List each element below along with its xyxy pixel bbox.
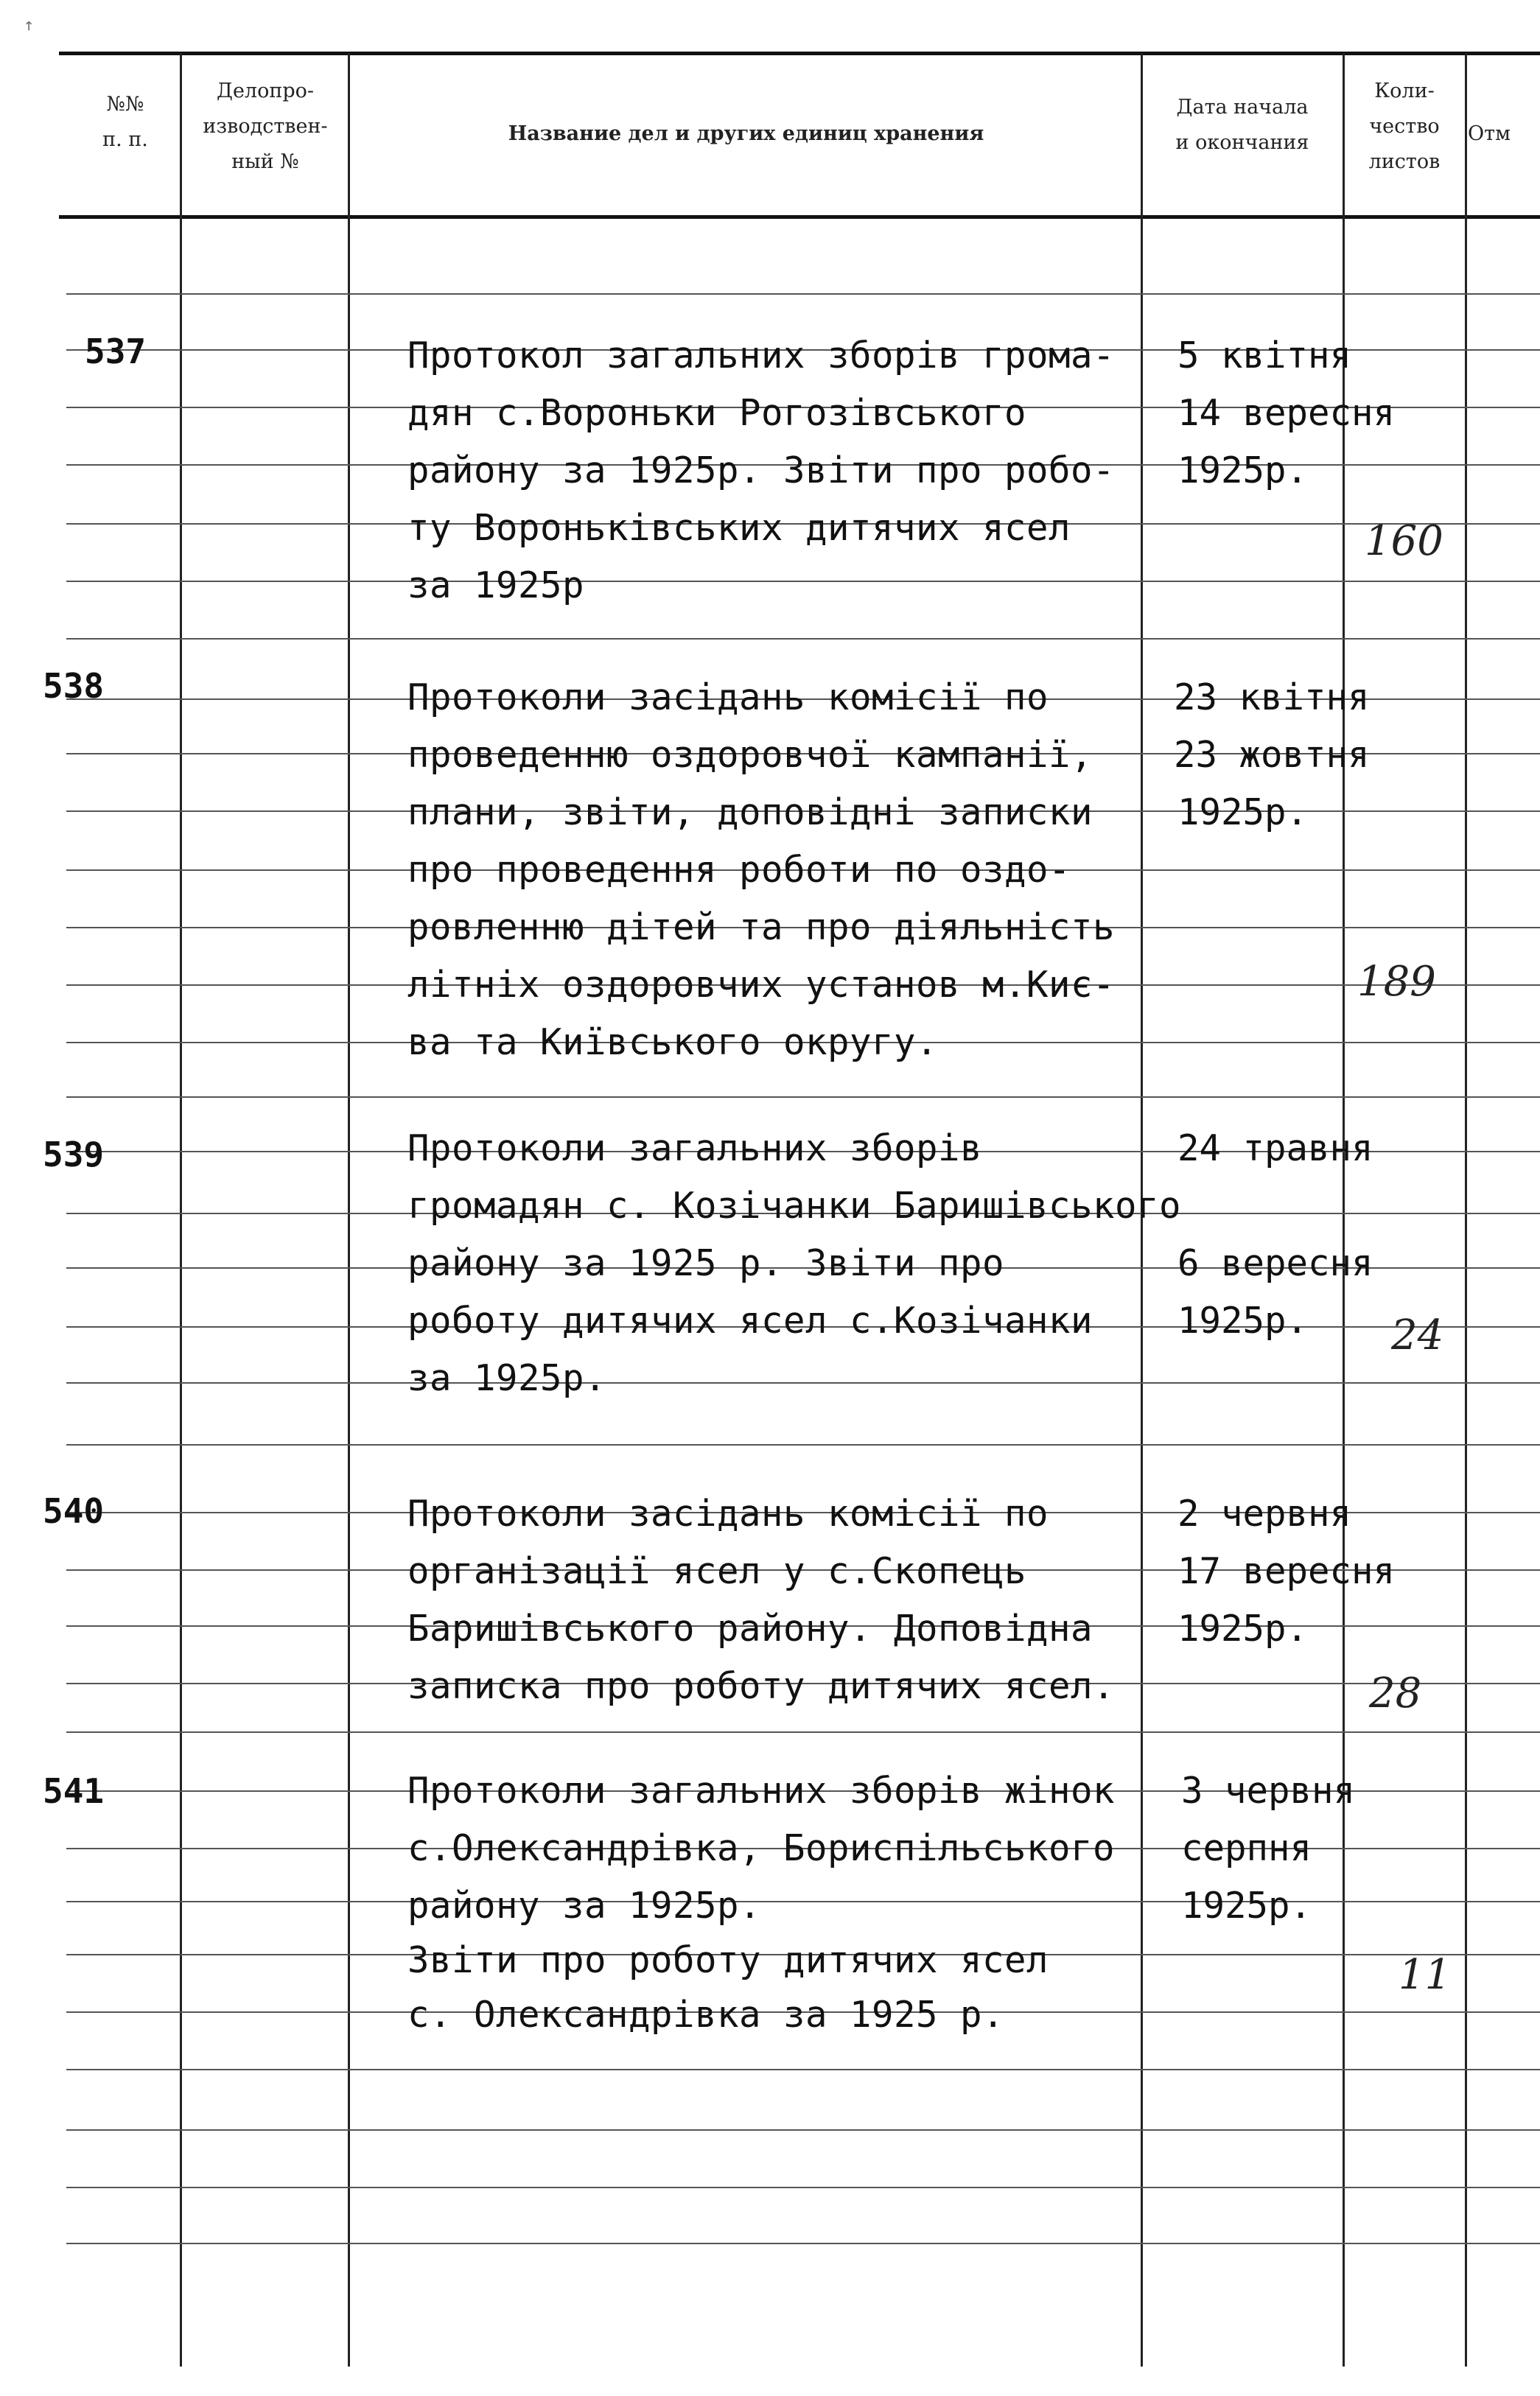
entry-sheet-count: 160 [1365, 517, 1443, 565]
entry-title-line: проведенню оздоровчої кампанії, [407, 734, 1093, 776]
header-dates [1144, 90, 1341, 161]
ruled-line [66, 581, 1540, 582]
header-dates-line: Дата начала [1176, 96, 1309, 119]
entry-date-line: 5 квітня [1177, 334, 1352, 376]
column-divider [180, 53, 182, 2367]
entry-number: 541 [43, 1771, 105, 1811]
entry-title-line: району за 1925 р. Звіти про [407, 1242, 1005, 1284]
entry-date-line: 3 червня [1181, 1770, 1356, 1812]
entry-title-line: Протоколи засідань комісії по [407, 676, 1049, 718]
header-number [74, 87, 177, 158]
entry-title-line: за 1925р [407, 564, 585, 606]
entry-sheet-count: 189 [1357, 958, 1436, 1006]
header-title: Название дел и других единиц хранения [508, 122, 984, 145]
entry-date-line: 2 червня [1177, 1493, 1352, 1535]
entry-title-line: Протоколи загальних зборів жінок [407, 1770, 1116, 1812]
ruled-line [66, 638, 1540, 640]
column-divider [1465, 53, 1467, 2367]
entry-date-line: 1925р. [1177, 791, 1309, 833]
ruled-line [66, 1731, 1540, 1733]
entry-title-line: записка про роботу дитячих ясел. [407, 1665, 1116, 1707]
entry-sheet-count: 11 [1399, 1951, 1452, 1999]
entry-title-line: про проведення роботи по оздо- [407, 849, 1071, 891]
entry-date-line: серпня [1181, 1827, 1312, 1869]
ruled-line [66, 2129, 1540, 2131]
entry-title-line: громадян с. Козічанки Баришівського [407, 1185, 1182, 1227]
entry-title-line: Протоколи засідань комісії по [407, 1493, 1049, 1535]
entry-date-line: 24 травня [1177, 1127, 1373, 1169]
entry-date-line: 6 вересня [1177, 1242, 1373, 1284]
entry-date-line: 14 вересня [1177, 392, 1396, 434]
header-notes: Отм [1468, 122, 1511, 145]
entry-title-line: Баришівського району. Доповідна [407, 1608, 1093, 1650]
header-office-line: Делопро- [217, 80, 314, 102]
entry-title-line: дян с.Вороньки Рогозівського [407, 392, 1027, 434]
entry-title-line: ту Вороньківських дитячих ясел [407, 507, 1071, 549]
entry-title-line: Протокол загальних зборів грома- [407, 334, 1116, 376]
entry-title-line: організації ясел у с.Скопець [407, 1550, 1027, 1592]
header-office-line: изводствен- [203, 115, 328, 138]
entry-number: 537 [85, 332, 147, 371]
ruled-line [66, 1382, 1540, 1384]
header-sheets-line: листов [1368, 150, 1441, 173]
header-number-line: п. п. [102, 128, 148, 151]
entry-title-line: ровленню дітей та про діяльність [407, 906, 1116, 948]
entry-title-line: району за 1925р. Звіти про робо- [407, 449, 1116, 491]
entry-title-line: за 1925р. [407, 1357, 607, 1399]
header-top-rule [59, 52, 1540, 55]
entry-title-line: роботу дитячих ясел с.Козічанки [407, 1300, 1093, 1342]
entry-number: 540 [43, 1491, 105, 1531]
entry-number: 538 [43, 666, 105, 706]
entry-date-line: 23 квітня [1174, 676, 1370, 718]
entry-date-line: 23 жовтня [1174, 734, 1370, 776]
ruled-line [66, 2069, 1540, 2070]
ruled-line [66, 1444, 1540, 1446]
header-dates-line: и окончания [1175, 131, 1309, 154]
ruled-line [66, 1901, 1540, 1902]
entry-title-line: с.Олександрівка, Бориспільського [407, 1827, 1116, 1869]
header-sheets-line: Коли- [1374, 80, 1435, 102]
entry-date-line: 17 вересня [1177, 1550, 1396, 1592]
header-number-line: №№ [106, 93, 144, 116]
entry-title-line: Протоколи загальних зборів [407, 1127, 983, 1169]
entry-title-line: с. Олександрівка за 1925 р. [407, 1994, 1005, 2036]
header-sheets-line: чество [1369, 115, 1440, 138]
entry-title-line: району за 1925р. [407, 1885, 762, 1927]
entry-date-line: 1925р. [1181, 1885, 1312, 1927]
entry-title-line: ва та Київського округу. [407, 1021, 939, 1063]
ruled-line [66, 2243, 1540, 2244]
ruled-line [66, 1096, 1540, 1098]
entry-title-line: Звіти про роботу дитячих ясел [407, 1939, 1049, 1981]
entry-sheet-count: 24 [1391, 1311, 1444, 1359]
entry-date-line: 1925р. [1177, 1300, 1309, 1342]
corner-mark: ꜛ [22, 18, 36, 43]
entry-sheet-count: 28 [1369, 1670, 1422, 1717]
header-bottom-rule [59, 215, 1540, 219]
entry-title-line: плани, звіти, доповідні записки [407, 791, 1093, 833]
entry-date-line: 1925р. [1177, 1608, 1309, 1650]
header-office-number [184, 74, 346, 180]
entry-title-line: літніх оздоровчих установ м.Киє- [407, 964, 1116, 1006]
entry-number: 539 [43, 1135, 105, 1174]
ruled-line [66, 2187, 1540, 2188]
column-divider [348, 53, 350, 2367]
ruled-line [66, 293, 1540, 295]
entry-date-line: 1925р. [1177, 449, 1309, 491]
header-office-line: ный № [231, 150, 299, 173]
header-sheets [1345, 74, 1463, 180]
